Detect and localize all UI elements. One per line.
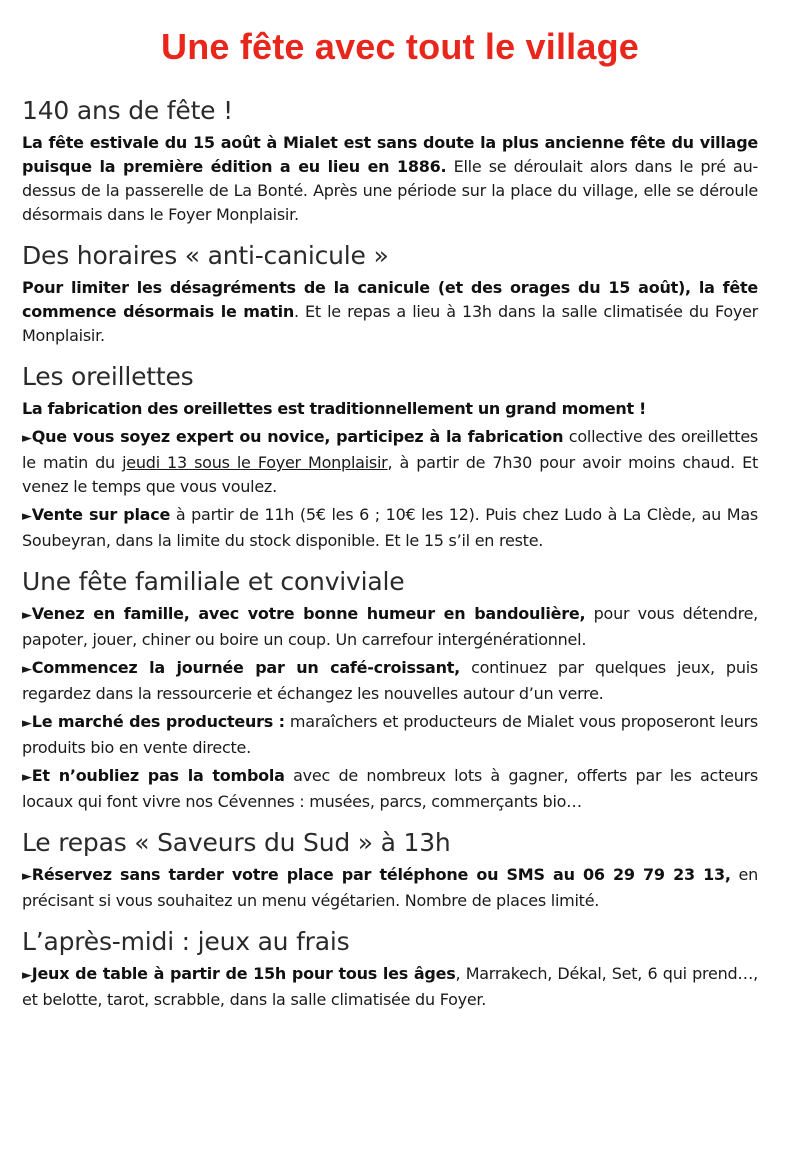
triangle-bullet-icon: ►	[22, 770, 32, 785]
bullet-paragraph	[22, 863, 758, 913]
bold-text: Vente sur place	[31, 505, 171, 524]
bold-text: Et n’oubliez pas la tombola	[31, 766, 285, 785]
section-history	[22, 96, 758, 227]
bullet-paragraph	[22, 425, 758, 499]
bullet-paragraph	[22, 503, 758, 553]
section-heading: L’après-midi : jeux au frais	[22, 927, 350, 956]
section-heading: Le repas « Saveurs du Sud » à 13h	[22, 828, 451, 857]
section-afternoon	[22, 927, 758, 1012]
bullet-paragraph	[22, 656, 758, 706]
triangle-bullet-icon: ►	[22, 431, 32, 446]
section-meal	[22, 828, 758, 913]
triangle-bullet-icon: ►	[22, 509, 32, 524]
triangle-bullet-icon: ►	[22, 662, 32, 677]
bullet-paragraph	[22, 602, 758, 652]
triangle-bullet-icon: ►	[22, 608, 32, 623]
body-text: Elle se déroulait alors dans le pré au-dessus de la passerelle de La Bonté. Après une période sur la place du village, elle se déroule désormais dans le Foyer Monplaisir.	[22, 157, 758, 224]
body-text: continuez par quelques jeux, puis regardez dans la ressourcerie et échangez les nouvelles autour d’un verre.	[22, 658, 759, 703]
body-text: en précisant si vous souhaitez un menu végétarien. Nombre de places limité.	[22, 865, 758, 910]
bold-text: La fête estivale du 15 août à Mialet est sans doute la plus ancienne fête du village puisque la première édition a eu lieu en 1886.	[22, 133, 758, 176]
body-text: pour vous détendre, papoter, jouer, chiner ou boire un coup. Un carrefour intergénérationnel.	[22, 604, 758, 649]
section-family	[22, 567, 758, 814]
paragraph	[22, 397, 758, 421]
section-heading: Une fête familiale et conviviale	[22, 567, 405, 596]
bold-text: La fabrication des oreillettes est traditionnellement un grand moment !	[22, 399, 646, 418]
underlined-text: jeudi 13 sous le Foyer Monplaisir	[122, 453, 388, 472]
bold-text: Commencez la journée par un café-croissant,	[31, 658, 460, 677]
section-heading: Des horaires « anti-canicule »	[22, 241, 389, 270]
bold-text: Pour limiter les désagréments de la canicule (et des orages du 15 août), la fête commence désormais le matin	[22, 278, 758, 321]
body-text: maraîchers et producteurs de Mialet vous proposeront leurs produits bio en vente directe.	[22, 712, 758, 757]
body-text: . Et le repas a lieu à 13h dans la salle climatisée du Foyer Monplaisir.	[22, 302, 759, 345]
body-text: collective des oreillettes le matin du	[22, 427, 758, 472]
paragraph	[22, 276, 758, 348]
section-heading: 140 ans de fête !	[22, 96, 233, 125]
paragraph	[22, 131, 758, 227]
body-text: , Marrakech, Dékal, Set, 6 qui prend…, et belotte, tarot, scrabble, dans la salle climatisée du Foyer.	[22, 964, 759, 1009]
body-text: , à partir de 7h30 pour avoir moins chaud. Et venez le temps que vous voulez.	[22, 453, 759, 496]
bold-text: Jeux de table à partir de 15h pour tous les âges	[31, 964, 456, 983]
section-oreillettes	[22, 362, 758, 553]
bold-text: Réservez sans tarder votre place par téléphone ou SMS au 06 29 79 23 13,	[31, 865, 731, 884]
bold-text: Venez en famille, avec votre bonne humeur en bandoulière,	[31, 604, 586, 623]
body-text: à partir de 11h (5€ les 6 ; 10€ les 12). Puis chez Ludo à La Clède, au Mas Soubeyran, dans la limite du stock disponible. Et le 15 s’il en reste.	[22, 505, 759, 550]
triangle-bullet-icon: ►	[22, 968, 32, 983]
body-text: avec de nombreux lots à gagner, offerts par les acteurs locaux qui font vivre nos Cévennes : musées, parcs, commerçants bio…	[22, 766, 759, 811]
triangle-bullet-icon: ►	[22, 716, 32, 731]
bold-text: Le marché des producteurs :	[31, 712, 285, 731]
triangle-bullet-icon: ►	[22, 869, 32, 884]
page-title: Une fête avec tout le village	[161, 26, 639, 67]
bullet-paragraph	[22, 710, 758, 760]
bullet-paragraph	[22, 764, 758, 814]
section-heading: Les oreillettes	[22, 362, 194, 391]
bold-text: Que vous soyez expert ou novice, participez à la fabrication	[31, 427, 564, 446]
section-schedule	[22, 241, 758, 348]
bullet-paragraph	[22, 962, 758, 1012]
